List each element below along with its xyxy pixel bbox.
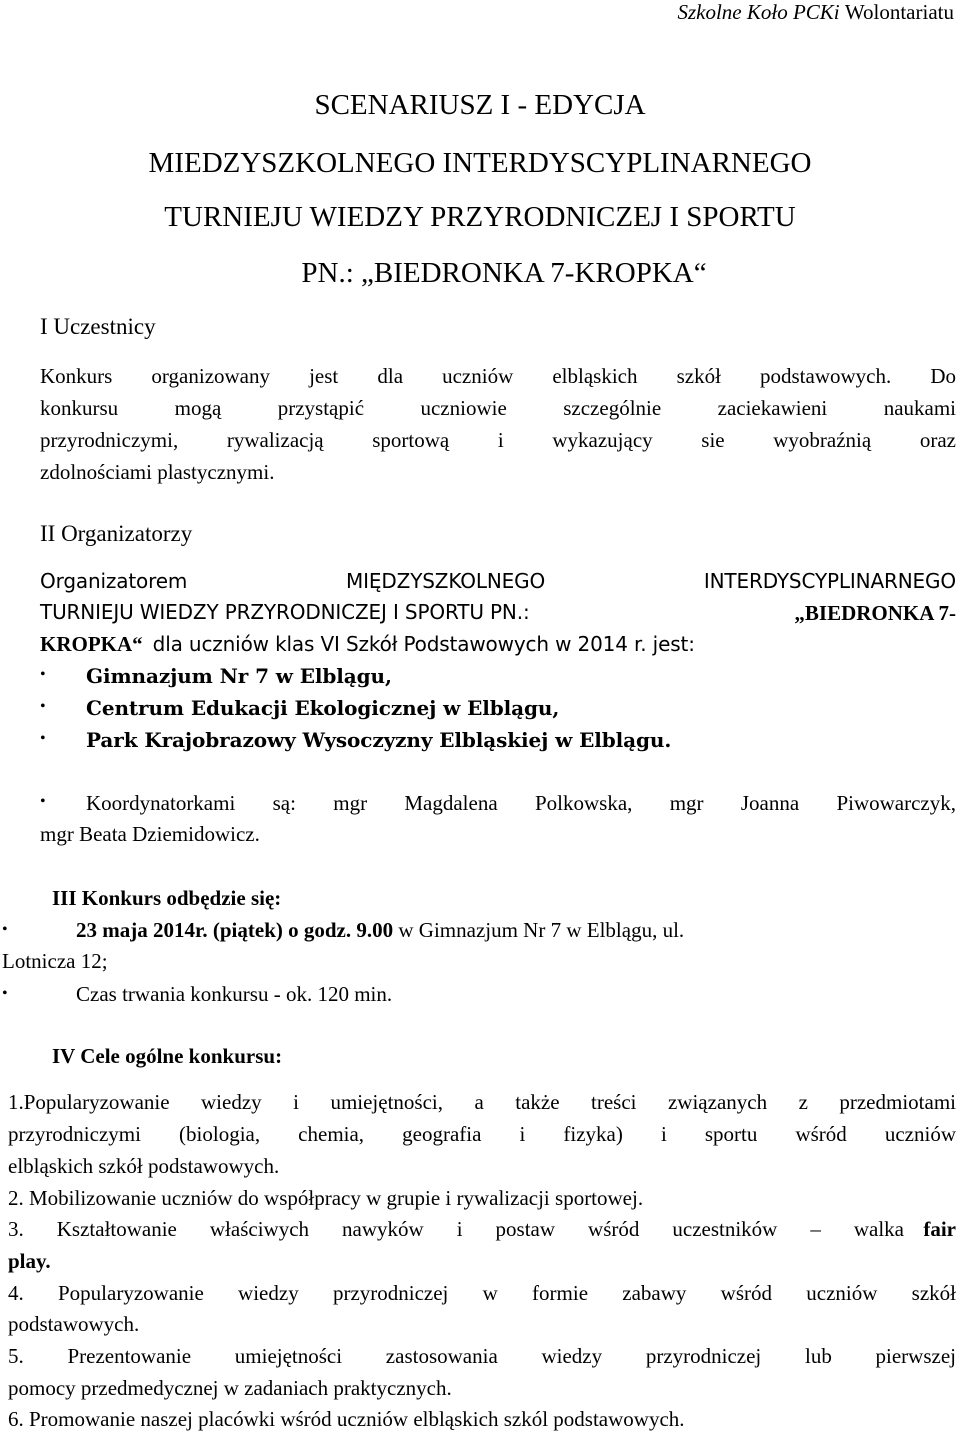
title-line-1: SCENARIUSZ I - EDYCJA [314, 89, 646, 121]
section-2-heading: II Organizatorzy [40, 521, 193, 546]
section-1-line-3: przyrodniczymi, rywalizacją sportową i wykazujący sie wyobraźnią oraz [40, 428, 956, 452]
goal-3-fair: fair [923, 1217, 956, 1241]
goal-3-text: 3. Kształtowanie właściwych nawyków i postaw wśród uczestników – walka [8, 1217, 904, 1241]
header-organization-suffix: Wolontariatu [844, 0, 954, 24]
goal-5-line-1: 5. Prezentowanie umiejętności zastosowania wiedzy przyrodniczej lub pierwszej [8, 1344, 956, 1368]
event-date-line-2: Lotnicza 12; [2, 949, 108, 973]
event-date: 23 maja 2014r. (piątek) o godz. 9.00 [76, 918, 394, 942]
goal-4-line-2: podstawowych. [8, 1312, 140, 1336]
title-line-2: MIEDZYSZKOLNEGO INTERDYSCYPLINARNEGO [148, 147, 812, 179]
section-4-heading: IV Cele ogólne konkursu: [52, 1044, 283, 1068]
goal-1-line-2: przyrodniczymi (biologia, chemia, geografia i fizyka) i sportu wśród uczniów [8, 1122, 956, 1146]
event-name-part-1: „BIEDRONKA 7- [794, 601, 956, 625]
goal-3-line-2: play. [8, 1249, 51, 1273]
event-name-part-2: KROPKA“ [40, 632, 143, 656]
goal-6: 6. Promowanie naszej placówki wśród uczniów elbląskich szkól podstawowych. [8, 1407, 685, 1431]
section-1-line-4: zdolnościami plastycznymi. [40, 460, 275, 484]
bullet-icon: • [40, 793, 46, 810]
coordinators-line-1: Koordynatorkami są: mgr Magdalena Polkowska, mgr Joanna Piwowarczyk, [86, 791, 956, 815]
event-location: w Gimnazjum Nr 7 w Elblągu, ul. [398, 918, 685, 942]
organizer-item-1: Gimnazjum Nr 7 w Elblągu, [86, 664, 392, 688]
goal-4-line-1: 4. Popularyzowanie wiedzy przyrodniczej w formie zabawy wśród uczniów szkół [8, 1281, 956, 1305]
bullet-icon: • [2, 985, 8, 1002]
organizer-item-3: Park Krajobrazowy Wysoczyzny Elbląskiej w Elblągu. [86, 728, 672, 752]
coordinators-line-2: mgr Beata Dziemidowicz. [40, 822, 260, 846]
section-2-line-2-text: TURNIEJU WIEDZY PRZYRODNICZEJ I SPORTU PN.: [40, 600, 530, 624]
organizer-item-2: Centrum Edukacji Ekologicznej w Elblągu, [86, 696, 560, 720]
section-2-line-2 [40, 597, 956, 630]
header-organization: Szkolne Koło PCKi [677, 0, 840, 24]
bullet-icon: • [2, 921, 8, 938]
section-2-line-3-text: dla uczniów klas VI Szkół Podstawowych w 2014 r. jest: [152, 632, 695, 656]
goal-5-line-2: pomocy przedmedycznej w zadaniach praktycznych. [8, 1376, 452, 1400]
section-1-line-2: konkursu mogą przystąpić uczniowie szczególnie zaciekawieni naukami [40, 396, 956, 420]
section-3-heading: III Konkurs odbędzie się: [52, 886, 282, 910]
section-1-line-1: Konkurs organizowany jest dla uczniów elbląskich szkół podstawowych. Do [40, 364, 956, 388]
bullet-icon: • [40, 698, 46, 715]
goal-3-line-1 [8, 1213, 956, 1245]
section-2-line-3 [40, 628, 695, 662]
event-duration: Czas trwania konkursu - ok. 120 min. [76, 982, 393, 1006]
goal-1-line-3: elbląskich szkół podstawowych. [8, 1154, 280, 1178]
event-date-line-1 [76, 914, 684, 946]
bullet-icon: • [40, 666, 46, 683]
title-line-4: PN.: „BIEDRONKA 7-KROPKA“ [301, 257, 707, 289]
goal-1-line-1: 1.Popularyzowanie wiedzy i umiejętności, a także treści związanych z przedmiotami [8, 1090, 956, 1114]
section-1-heading: I Uczestnicy [40, 314, 156, 339]
goal-2: 2. Mobilizowanie uczniów do współpracy w grupie i rywalizacji sportowej. [8, 1186, 644, 1210]
bullet-icon: • [40, 730, 46, 747]
section-2-line-1: Organizatorem MIĘDZYSZKOLNEGO INTERDYSCYPLINARNEGO [40, 569, 956, 593]
page-header [677, 0, 954, 25]
title-line-3: TURNIEJU WIEDZY PRZYRODNICZEJ I SPORTU [164, 201, 796, 233]
